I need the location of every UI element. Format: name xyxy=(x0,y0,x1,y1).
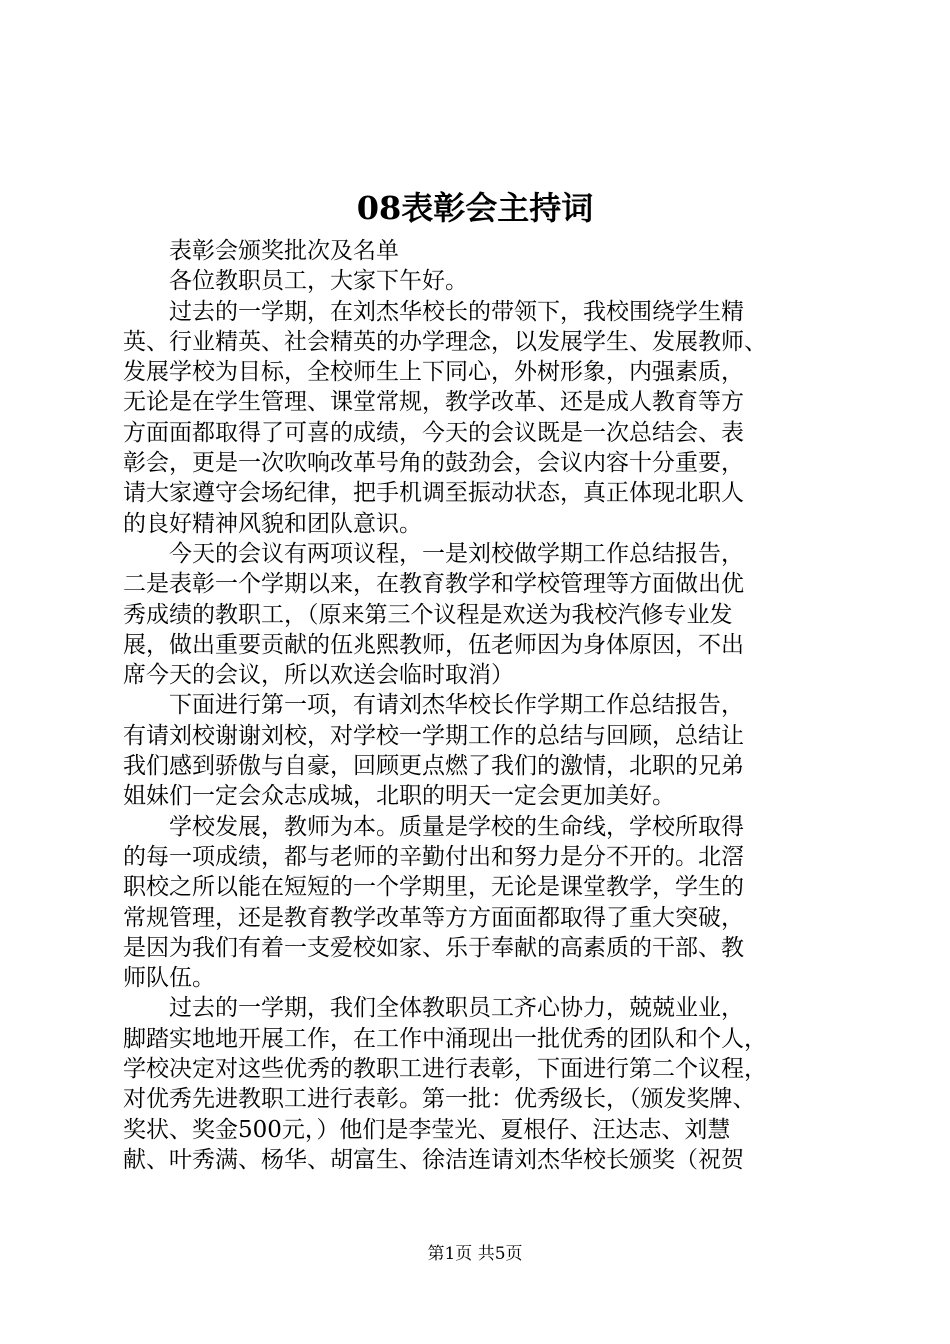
text-line: 过去的一学期，我们全体教职员工齐心协力，兢兢业业， xyxy=(169,995,744,1022)
paragraph-awards xyxy=(123,993,833,1175)
text-line: 请大家遵守会场纪律，把手机调至振动状态，真正体现北职人 xyxy=(123,480,744,507)
text-line: 有请刘校谢谢刘校，对学校一学期工作的总结与回顾，总结让 xyxy=(123,722,744,749)
paragraph-first-item xyxy=(123,690,833,811)
text-line: 席今天的会议，所以欢送会临时取消） xyxy=(123,662,514,689)
text-line: 今天的会议有两项议程，一是刘校做学期工作总结报告， xyxy=(169,540,744,567)
text-line: 献、叶秀满、杨华、胡富生、徐洁连请刘杰华校长颁奖（祝贺 xyxy=(123,1146,744,1173)
text-line: 姐妹们一定会众志成城，北职的明天一定会更加美好。 xyxy=(123,783,675,810)
paragraph-heading xyxy=(123,236,833,266)
document-title: 08表彰会主持词 xyxy=(356,189,594,227)
paragraph-greeting xyxy=(123,266,833,296)
text-line: 二是表彰一个学期以来，在教育教学和学校管理等方面做出优 xyxy=(123,571,744,598)
text-line: 学校决定对这些优秀的教职工进行表彰，下面进行第二个议程， xyxy=(123,1056,767,1083)
text-line: 发展学校为目标，全校师生上下同心，外树形象，内强素质， xyxy=(123,359,744,386)
text-line: 常规管理，还是教育教学改革等方方面面都取得了重大突破， xyxy=(123,904,744,931)
text-line: 的良好精神风貌和团队意识。 xyxy=(123,510,422,537)
text-line: 学校发展，教师为本。质量是学校的生命线，学校所取得 xyxy=(169,813,744,840)
document-body xyxy=(123,236,833,1175)
text-line: 下面进行第一项，有请刘杰华校长作学期工作总结报告， xyxy=(169,692,744,719)
text-line: 的每一项成绩，都与老师的辛勤付出和努力是分不开的。北滘 xyxy=(123,843,744,870)
paragraph-agenda xyxy=(123,539,833,690)
paragraph-development xyxy=(123,812,833,994)
text-line: 英、行业精英、社会精英的办学理念，以发展学生、发展教师、 xyxy=(123,328,767,355)
text-line: 奖状、奖金500元，）他们是李莹光、夏根仔、汪达志、刘慧 xyxy=(123,1116,731,1143)
text-line: 秀成绩的教职工，（原来第三个议程是欢送为我校汽修专业发 xyxy=(123,601,733,628)
text-line: 彰会，更是一次吹响改革号角的鼓劲会，会议内容十分重要， xyxy=(123,450,744,477)
text-line: 是因为我们有着一支爱校如家、乐于奉献的高素质的干部、教 xyxy=(123,934,744,961)
text-line: 表彰会颁奖批次及名单 xyxy=(169,238,399,264)
text-line: 各位教职员工，大家下午好。 xyxy=(169,268,468,295)
text-line: 过去的一学期，在刘杰华校长的带领下，我校围绕学生精 xyxy=(169,298,744,325)
text-line: 方面面都取得了可喜的成绩，今天的会议既是一次总结会、表 xyxy=(123,419,744,446)
page-number-footer: 第1页 共5页 xyxy=(427,1244,523,1264)
text-line: 无论是在学生管理、课堂常规，教学改革、还是成人教育等方 xyxy=(123,389,744,416)
text-line: 职校之所以能在短短的一个学期里，无论是课堂教学，学生的 xyxy=(123,874,744,901)
text-line: 我们感到骄傲与自豪，回顾更点燃了我们的激情，北职的兄弟 xyxy=(123,753,744,780)
text-line: 对优秀先进教职工进行表彰。第一批：优秀级长，（颁发奖牌、 xyxy=(123,1086,756,1113)
paragraph-review xyxy=(123,297,833,539)
text-line: 展，做出重要贡献的伍兆熙教师，伍老师因为身体原因，不出 xyxy=(123,631,744,658)
text-line: 师队伍。 xyxy=(123,965,215,992)
text-line: 脚踏实地地开展工作，在工作中涌现出一批优秀的团队和个人， xyxy=(123,1025,767,1052)
